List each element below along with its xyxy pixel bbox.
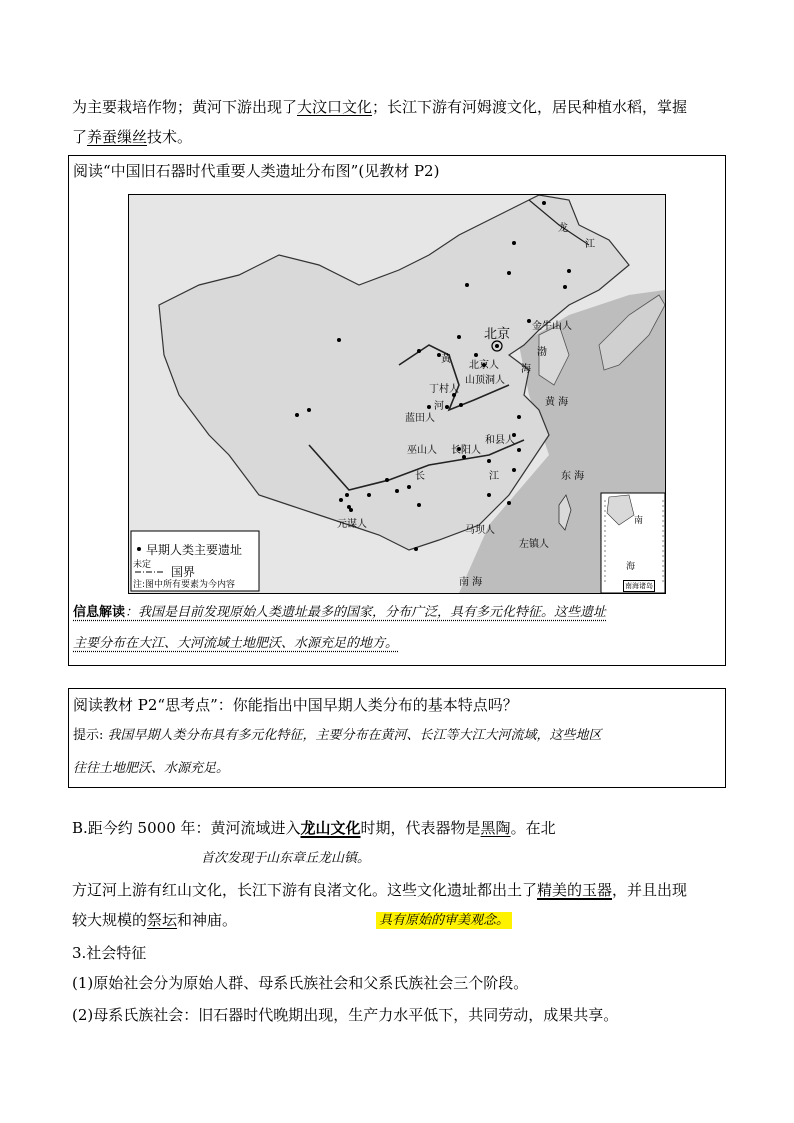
text: ；长江下游有河姆渡文化，居民种植水稻，掌握 <box>372 98 688 116</box>
label-yuanmou: 元谋人 <box>337 519 367 530</box>
underlined-term: 养蚕缫丝 <box>87 128 148 146</box>
label-jiang-2: 江 <box>585 239 595 250</box>
label-chang: 长 <box>415 471 425 482</box>
label-beijing: 北京 <box>484 327 511 342</box>
label-inset-nan: 南 <box>634 516 644 526</box>
label-long: 龙 <box>558 223 568 234</box>
tip-label: 提示: <box>73 728 104 743</box>
highlight-annotation <box>376 911 512 931</box>
label-hexian: 和县人 <box>485 435 515 446</box>
altar-line <box>72 910 237 930</box>
info-interpretation-line-1 <box>73 603 606 623</box>
text: 了 <box>72 128 88 146</box>
legend-border: 国界 <box>171 565 196 579</box>
map-box-heading: 阅读“中国旧石器时代重要人类遗址分布图”(见教材 P2) <box>73 162 440 180</box>
think-point-tip-2: 往往土地肥沃、水源充足。 <box>73 761 230 776</box>
longshan-annotation: 首次发现于山东章丘龙山镇。 <box>201 851 371 866</box>
underlined-term: 祭坛 <box>147 911 178 929</box>
label-inset-caption: 南海诸岛 <box>625 582 653 590</box>
text: 。在北 <box>510 819 556 837</box>
think-point-tip-1 <box>73 726 602 746</box>
text: 和神庙。 <box>177 911 238 929</box>
label-maba: 马坝人 <box>465 525 495 536</box>
intro-line-1 <box>72 97 687 117</box>
label-donghai: 东 海 <box>561 471 585 482</box>
highlighted-text: 具有原始的审美观念。 <box>376 912 512 929</box>
label-jinniushan: 金牛山人 <box>532 321 572 332</box>
text: B.距今约 5000 年：黄河流域进入 <box>72 819 301 837</box>
label-changyang: 长阳人 <box>451 445 481 456</box>
underlined-term: 大汶口文化 <box>297 98 373 116</box>
intro-line-2 <box>72 127 192 147</box>
label-inset-hai: 海 <box>626 562 636 572</box>
label-zuozhen: 左镇人 <box>519 539 549 550</box>
label-wushan: 巫山人 <box>407 445 437 456</box>
label-jiang: 江 <box>489 471 499 482</box>
label-huang: 黄 <box>441 354 451 365</box>
info-label: 信息解读 <box>73 605 126 620</box>
legend-note: 注:图中所有要素为今内容 <box>133 580 236 590</box>
section-3-item-2: (2)母系氏族社会：旧石器时代晚期出现，生产力水平低下，共同劳动，成果共享。 <box>72 1006 619 1024</box>
text: 时期，代表器物是 <box>360 819 481 837</box>
text: 技术。 <box>147 128 193 146</box>
section-3-item-1: (1)原始社会分为原始人群、母系氏族社会和父系氏族社会三个阶段。 <box>72 974 529 992</box>
legend-site: 早期人类主要遗址 <box>146 543 243 557</box>
legend-border-mark: 未定 <box>133 560 152 570</box>
think-point-question: 阅读教材 P2“思考点”：你能指出中国早期人类分布的基本特点吗？ <box>73 696 518 714</box>
underlined-term: 龙山文化 <box>300 819 361 837</box>
label-nanhai: 南 海 <box>459 577 483 588</box>
longshan-line <box>72 818 556 838</box>
text: 为主要栽培作物；黄河下游出现了 <box>72 98 298 116</box>
text: 方辽河上游有红山文化，长江下游有良渚文化。这些文化遗址都出土了 <box>72 881 538 899</box>
text: 较大规模的 <box>72 911 148 929</box>
underlined-term: 精美的玉器 <box>537 881 613 899</box>
map-svg <box>129 195 665 593</box>
label-dingcun: 丁村人 <box>429 384 459 395</box>
label-beijingren: 北京人 <box>469 360 499 371</box>
label-lantian: 蓝田人 <box>405 413 435 424</box>
label-he: 河 <box>434 401 444 412</box>
hongshan-line <box>72 880 687 900</box>
text: ，并且出现 <box>612 881 688 899</box>
underlined-term: 黑陶 <box>480 819 511 837</box>
section-3-heading: 3.社会特征 <box>72 944 147 962</box>
info-text: ：我国是目前发现原始人类遗址最多的国家，分布广泛，具有多元化特征。这些遗址 <box>125 605 607 620</box>
label-huanghai: 黄 海 <box>545 397 569 408</box>
tip-text: 我国早期人类分布具有多元化特征，主要分布在黄河、长江等大江大河流域，这些地区 <box>103 728 602 743</box>
info-interpretation-line-2: 主要分布在大江、大河流域土地肥沃、水源充足的地方。 <box>73 636 399 651</box>
label-bohai-2: 海 <box>521 364 531 375</box>
china-paleolithic-sites-map <box>128 194 666 594</box>
label-shandingdong: 山顶洞人 <box>465 375 505 386</box>
label-bohai: 渤 <box>537 347 547 358</box>
